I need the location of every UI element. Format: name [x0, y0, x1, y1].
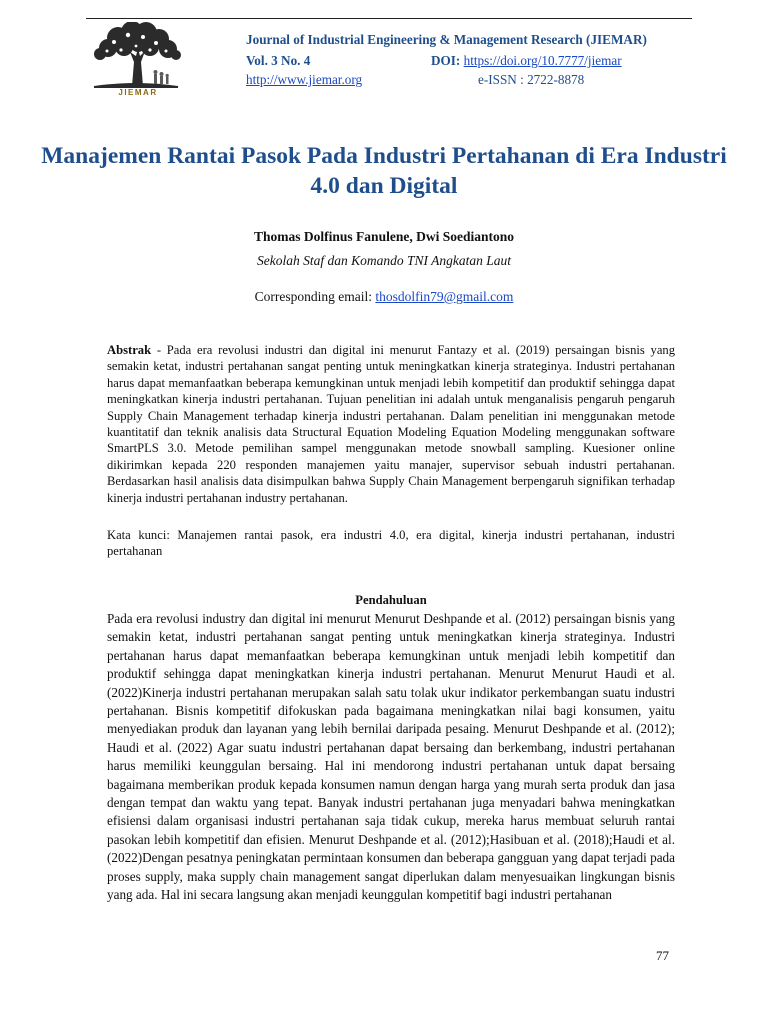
doi [431, 53, 622, 69]
keywords: Kata kunci: Manajemen rantai pasok, era industri 4.0, era digital, kinerja industri pertahanan, industri pertahanan [107, 528, 675, 559]
journal-header [246, 32, 647, 91]
volume: Vol. 3 No. 4 [246, 53, 311, 68]
journal-logo [88, 22, 184, 104]
tree-logo-icon [88, 22, 184, 92]
article-title: Manajemen Rantai Pasok Pada Industri Pertahanan di Era Industri 4.0 dan Digital [41, 143, 727, 199]
corresponding-email [0, 289, 768, 305]
logo-text: JIEMAR [118, 88, 158, 97]
affiliation: Sekolah Staf dan Komando TNI Angkatan Laut [256, 253, 511, 268]
eissn: e-ISSN : 2722-8878 [478, 72, 585, 87]
abstract-text: - Pada era revolusi industri dan digital ini menurut Fantazy et al. (2019) persaingan bisnis yang semakin ketat, industri pertahanan sangat penting untuk meningkatkan kinerja strateginya. Industri pertahanan harus dapat memanfaatkan beberapa kemungkinan untuk menjadi lebih kompetitif dan produktif sehingga dapat meningkatkan kinerja industri pertahanan. Tujuan penelitian ini adalah untuk menganalisis pengaruh pengaruh Supply Chain Management terhadap kinerja industri pertahanan. Dalam penelitian ini menggunakan metode kuantitatif dan teknik analisis data Structural Equation Modeling Equation Modeling menggunakan software SmartPLS 3.0. Metode pemilihan sampel menggunakan metode snowball sampling. Kuesioner online dikirimkan kepada 220 responden manajemen yaitu manajer, supervisor sebuah industri pertahanan. Berdasarkan hasil analisis data disimpulkan bahwa Supply Chain Management berpengaruh signifikan terhadap kinerja industri pertahanan industry pertahanan. [107, 343, 675, 505]
section-title: Pendahuluan [355, 593, 427, 607]
abstract-label: Abstrak [107, 343, 152, 357]
email-link[interactable]: thosdolfin79@gmail.com [375, 289, 514, 304]
website-issn-row [246, 72, 647, 91]
doi-link[interactable]: https://doi.org/10.7777/jiemar [463, 53, 622, 68]
volume-doi-row [246, 53, 647, 72]
page-number: 77 [656, 948, 669, 963]
journal-title: Journal of Industrial Engineering & Management Research (JIEMAR) [246, 32, 647, 47]
header-rule [86, 18, 692, 19]
website-link[interactable]: http://www.jiemar.org [246, 72, 363, 87]
email-label: Corresponding email: [254, 289, 372, 304]
abstract [107, 342, 675, 506]
section-body: Pada era revolusi industry dan digital ini menurut Menurut Deshpande et al. (2012) persaingan bisnis yang semakin ketat, industri pertahanan sangat penting untuk meningkatkan kinerja strateginya. Industri pertahanan harus dapat memanfaatkan beberapa kemungkinan untuk menjadi lebih kompetitif dan produktif sehingga dapat meningkatkan kinerja industri pertahanan. Menurut Menurut Haudi et al. (2022)Kinerja industri pertahanan merupakan salah satu tolak ukur indikator perkembangan suatu industri pertahanan. Bisnis kompetitif difokuskan pada bagaimana meningkatkan nilai bagi konsumen, yaitu menyediakan produk dan layanan yang lebih bernilai daripada pesaing. Menurut Deshpande et al. (2012); Haudi et al. (2022) Agar suatu industri pertahanan dapat bersaing dan berkembang, industri pertahanan harus memiliki keunggulan bersaing. Hal ini mendorong industri pertahanan untuk dapat bersaing bagaimana memberikan produk kepada konsumen namun dengan harga yang murah serta produk dan jasa dengan tempat dan waktu yang tepat. Banyak industri pertahanan juga menyadari bahwa meningkatkan efisiensi dalam organisasi industri pertahanan saja tidak cukup, mereka harus membuat seluruh rantai pasokan lebih kompetitif dan efisien. Menurut Deshpande et al. (2012);Hasibuan et al. (2018);Haudi et al. (2022)Dengan pesatnya peningkatan permintaan konsumen dan beberapa gangguan yang dapat terjadi pada proses supply, maka supply chain management sangat diperlukan dalam menyesuaikan lingkungan bisnis yang ada. Hal ini secara langsung akan menjadi keunggulan kompetitif bagi industri pertahanan [107, 611, 675, 903]
doi-label: DOI: [431, 53, 461, 68]
authors: Thomas Dolfinus Fanulene, Dwi Soediantono [254, 229, 514, 244]
